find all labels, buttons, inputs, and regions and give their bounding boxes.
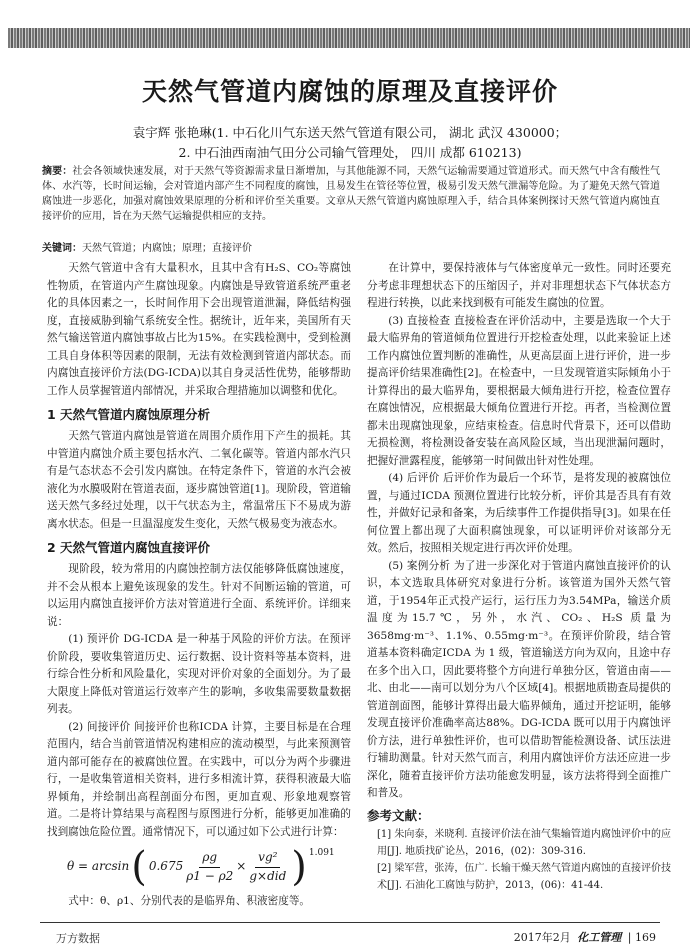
author-affiliations xyxy=(0,123,700,163)
formula-explanation: 式中：θ、ρ1、分别代表的是临界角、积液密度等。 xyxy=(68,895,311,907)
top-decorative-bar xyxy=(8,28,690,48)
footer-source: 万方数据 xyxy=(56,932,100,945)
footer-divider xyxy=(40,922,660,923)
reference-item: [2] 梁军营，张涛，伍广. 长输干燥天然气管道内腐蚀的直接评价技术[J]. 石油化工腐蚀与防护，2013，(06)：41-44. xyxy=(377,863,671,891)
keywords-label: 关键词： xyxy=(42,243,82,254)
formula-density-fraction xyxy=(186,849,233,885)
section-1-heading: 1 天然气管道内腐蚀原理分析 xyxy=(47,407,211,422)
abstract xyxy=(42,164,660,224)
article-title: 天然气管道内腐蚀的原理及直接评价 xyxy=(141,77,558,106)
journal-name: 化工管理 xyxy=(577,931,622,944)
formula-g-d: g×did xyxy=(249,868,287,883)
direct-inspection-paragraph: (3) 直接检查 直接检查在评价活动中，主要是选取一个大于最大临界角的管道倾角位置进行开挖检查处理，以此来验证上述工作内腐蚀位置判断的准确性，从更高层面上进行评价，进一步提高评价结果准确性[2]。在检查中，一旦发现管道实际倾角小于计算得出的最大临界角，要根据最大倾角进行开挖，检查位置存在腐蚀情况，应根据最大倾角位置进行开挖。再者，当检测位置都未出现腐蚀现象，应结束检查。信息时代背景下，还可以借助无损检测，将检测设备安装在高风险区域，当出现泄漏问题时，把握好泄露程度，能够第一时间做出针对性处理。 xyxy=(367,314,671,467)
formula-coefficient: 0.675 xyxy=(148,859,184,874)
calc-paragraph: 在计算中，要保持液体与气体密度单元一致性。同时还要充分考虑非理想状态下的压缩因子，并对非理想状态下气体状态方程进行转换，以此来找到极有可能发生腐蚀的位置。 xyxy=(367,262,671,309)
formula-rho-diff: ρ1 − ρ2 xyxy=(186,868,234,883)
section-2-heading: 2 天然气管道内腐蚀直接评价 xyxy=(47,540,211,555)
section-1-paragraph: 天然气管道内腐蚀是管道在周围介质作用下产生的损耗。其中管道内腐蚀介质主要包括水汽、二氧化碳等。管道内部水汽只有是气态状态不会引发内腐蚀。在特定条件下，管道的水汽会被液化为水膜吸附在管道表面，逐步腐蚀管道[1]。现阶段，管道输送天然气多经过处理，以干气状态为主，常温常压下不易成为游离水状态。但是一旦温湿度发生变化，天然气极易变为液态水。 xyxy=(47,430,351,530)
pre-evaluation-paragraph: (1) 预评价 DG-ICDA 是一种基于风险的评价方法。在预评价阶段，要收集管道历史、运行数据、设计资料等基本资料，进行综合性分析和风险量化，实现对评价对象的全面划分。为了最大限度上降低对管道运行效率产生的影响，多收集需要数量数据列表。 xyxy=(47,633,351,715)
indirect-evaluation-paragraph: (2) 间接评价 间接评价也称ICDA 计算，主要目标是在合理范围内，结合当前管道情况构建相应的流动模型，与此来预测管道内部可能存在的被腐蚀位置。在实践中，可以分为两个步骤进行，一是收集管道相关资料，进行多相流计算，获得积液最大临界倾角，并绘制出高程剖面分布图，更加直观、形象地观察管道。二是将计算结果与高程图与原图进行分析，能够更加准确的找到腐蚀危险位置。通常情况下，可以通过如下公式进行计算： xyxy=(47,720,351,838)
reference-item: [1] 朱向泰，米晓利. 直接评价法在油气集输管道内腐蚀评价中的应用[J]. 地质找矿论丛，2016，(02)：309-316. xyxy=(377,829,671,857)
keywords-text: 天然气管道；内腐蚀；原理；直接评价 xyxy=(82,243,252,254)
footer-separator: | xyxy=(627,931,632,944)
abstract-text: 社会各领域快速发展，对于天然气等资源需求量日渐增加，与其他能源不同，天然气运输需要通过管道形式。而天然气中含有酸性气体、水汽等，长时间运输，会对管道内部产生不同程度的腐蚀，且易发生在管径等位置，极易引发天然气泄漏等危险。为了避免天然气管道腐蚀进一步恶化，加强对腐蚀效果原理的分析和评价至关重要。文章从天然气管道内腐蚀原理入手，结合具体案例探讨天然气管道内腐蚀直接评价的应用，旨在为天然气运输提供相应的支持。 xyxy=(42,166,661,222)
left-column xyxy=(47,260,351,911)
critical-angle-formula xyxy=(47,841,351,893)
formula-rho-g: ρg xyxy=(199,849,220,868)
keywords xyxy=(42,241,660,256)
author-line-2: 2. 中石油西南油气田分公司输气管理处， 四川 成都 610213) xyxy=(178,145,522,160)
formula-lhs: θ = arcsin xyxy=(67,859,130,874)
formula-velocity-fraction xyxy=(249,849,286,885)
post-evaluation-paragraph: (4) 后评价 后评价作为最后一个环节，是将发现的被腐蚀位置，与通过ICDA 预测位置进行比较分析，评价其是否具有有效性，并做好记录和备案，为后续事件工作提供指导[3]。如果在任何位置上都出现了大面积腐蚀现象，可以证明评价对该部分无效。然后，按照相关规定进行再次评价处理。 xyxy=(367,472,671,554)
section-2-paragraph: 现阶段，较为常用的内腐蚀控制方法仅能够降低腐蚀速度，并不会从根本上避免该现象的发生。针对不间断运输的管道，可以运用内腐蚀直接评价方法对管道进行全面、系统评价。详细来说： xyxy=(47,563,351,628)
formula-close-paren: ) xyxy=(291,844,307,890)
footer-info xyxy=(514,929,656,945)
formula-times: × xyxy=(236,859,247,874)
case-study-paragraph: (5) 案例分析 为了进一步深化对于管道内腐蚀直接评价的认识，本文选取具体研究对象进行分析。该管道为国外天然气管道，于1954年正式投产运行，运行压力为3.54MPa，输送介质温度为15.7℃，另外，水汽、CO₂、H₂S 质量为3658mg·m⁻³、1.1%、0.55mg·m⁻³。在预评价阶段，结合管道基本资料确定ICDA 为 1 级，管道输送方向为双向，且途中存在多个出入口，因此要将整个方向进行单独分区，管道由南——北、由北——南可以划分为八个区域[4]。根据地质勘查局提供的管道剖面图，能够计算得出最大临界倾角，通过开挖证明，能够发现直接评价准确率高达88%。DG-ICDA 既可以用于内腐蚀评价方法，进行单独性评价，也可以借助智能检测设备、试压法进行辅助测量。针对天然气而言，利用内腐蚀评价方法还应进一步深化，随着直接评价方法功能愈发明显，该方法将得到全面推广和普及。 xyxy=(367,559,671,799)
footer-date: 2017年2月 xyxy=(513,931,571,944)
formula-exponent: 1.091 xyxy=(308,848,335,858)
formula-open-paren: ( xyxy=(131,844,147,890)
page-number: 169 xyxy=(635,931,656,944)
abstract-label: 摘要： xyxy=(42,166,73,177)
right-column xyxy=(367,260,671,894)
references-heading: 参考文献： xyxy=(367,807,430,823)
intro-paragraph: 天然气管道中含有大量积水，且其中含有H₂S、CO₂等腐蚀性物质，在管道内产生腐蚀现象。内腐蚀是导致管道系统严重老化的具体因素之一，长时间作用下会出现管道泄漏，降低结构强度，直接威胁到输气系统安全性。据统计，近年来，美国所有天然气输送管道内腐蚀事故占比为15%。在实践检测中，受到检测工具自身体积等因素的限制，无法有效检测到管道内部状态。而内腐蚀直接评价方法(DG-ICDA)以其自身灵活性优势，能够帮助工作人员掌握管道内部情况，并采取合理措施加以调整和优化。 xyxy=(47,262,351,397)
author-line-1: 袁宇辉 张艳琳(1. 中石化川气东送天然气管道有限公司， 湖北 武汉 430000； xyxy=(132,125,568,140)
formula-velocity: vg² xyxy=(255,849,280,868)
